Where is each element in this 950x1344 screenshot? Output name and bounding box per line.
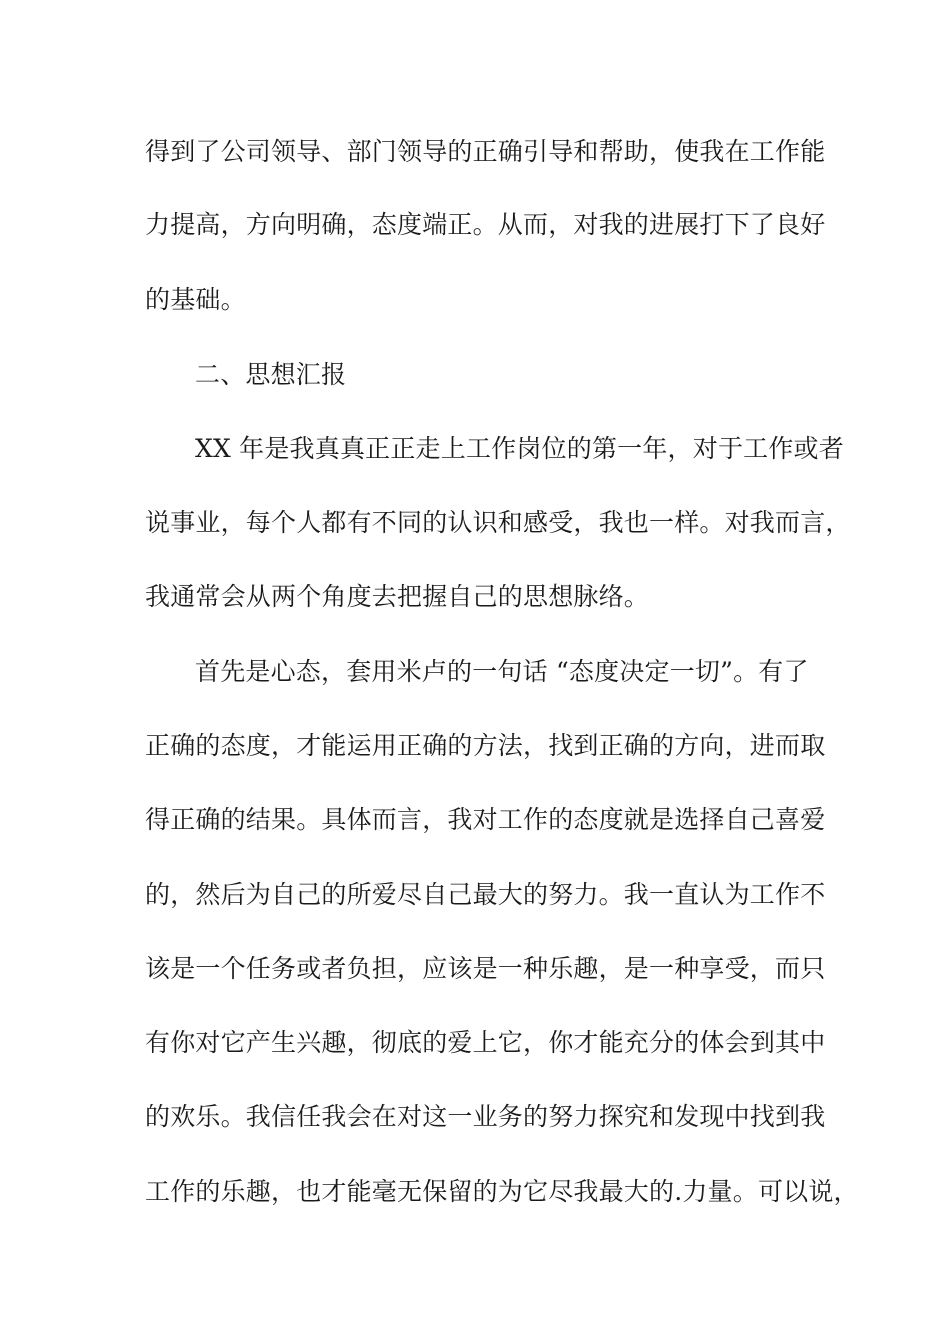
paragraph-line: 的，然后为自己的所爱尽自己最大的努力。我一直认为工作不 <box>145 880 826 909</box>
paragraph-line: 的欢乐。我信任我会在对这一业务的努力探究和发现中找到我 <box>145 1102 826 1131</box>
paragraph-line: 说事业，每个人都有不同的认识和感受，我也一样。对我而言， <box>145 508 851 537</box>
paragraph-line: 力提高，方向明确，态度端正。从而，对我的进展打下了良好 <box>145 210 826 239</box>
section-heading: 二、思想汇报 <box>195 360 347 389</box>
paragraph-line: 首先是心态，套用米卢的一句话 “态度决定一切”。有了 <box>195 657 809 686</box>
paragraph-line: 有你对它产生兴趣，彻底的爱上它，你才能充分的体会到其中 <box>145 1028 826 1057</box>
paragraph-line: 的基础。 <box>145 285 246 314</box>
paragraph-line: XX 年是我真真正正走上工作岗位的第一年，对于工作或者 <box>195 434 844 463</box>
paragraph-line: 工作的乐趣，也才能毫无保留的为它尽我最大的.力量。可以说， <box>145 1177 859 1206</box>
paragraph-line: 我通常会从两个角度去把握自己的思想脉络。 <box>145 582 650 611</box>
paragraph-line: 得正确的结果。具体而言，我对工作的态度就是选择自己喜爱 <box>145 805 826 834</box>
paragraph-line: 得到了公司领导、部门领导的正确引导和帮助，使我在工作能 <box>145 137 826 166</box>
paragraph-line: 该是一个任务或者负担，应该是一种乐趣，是一种享受，而只 <box>145 954 826 983</box>
paragraph-line: 正确的态度，才能运用正确的方法，找到正确的方向，进而取 <box>145 731 826 760</box>
